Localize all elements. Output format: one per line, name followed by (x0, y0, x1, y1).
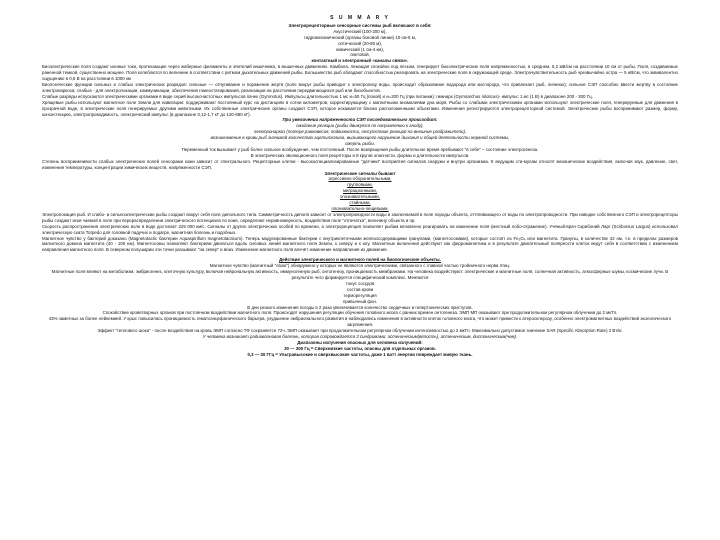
list-item: состав крови (346, 286, 374, 292)
danger-list (42, 346, 678, 358)
signals-list (42, 176, 678, 211)
paragraph-perception: Степень восприимчивости слабых электрических полей сенсорами кожи зависит от спектрального. Рецепторные клетки - высокоспециализированные "датчики" восприятия сигналов снаружи и внутри организма. К ведущим сти-мулам относят механические воздействия, включая звук, давление, свет, изменения температуры, концентрации химических веществ, напряженности СЭП. (42, 158, 678, 170)
list-item: контактный и электронный «каналы связи». (311, 58, 409, 64)
list-item: гидромеханический (органы боковой линии) 10 см-5 м, (304, 34, 416, 40)
list-item: миграционными, (342, 188, 378, 194)
paragraph-human: У человека возникает радиоволновая болезнь, которая сопровождается 3 синдромами: астеническим(вялость), астеническим, дистоническим(чем). (202, 334, 518, 340)
signals-heading: Электрические сигналы бывают (324, 170, 396, 176)
list-item: электронаркоз (потеря равновесия, подвижности, отсутствие реакций на внешние раздражители), (253, 129, 467, 135)
paragraph-children: 43% заметных за более лейкемией. У крыс повысилась проницаемость гематоэнцефалического барьера, ухудшение эмбрионального развития и наблюдались изменения в активности клеток головного мозга, что может привести к атеросклерозу, особенно электромагнитных воздействий экологического загрязнения. (48, 316, 672, 328)
list-item: ожидание реакции (рыбы движутся по направлению к аноду), (296, 123, 424, 129)
list-item: 30 — 300 Гц = Сверхнизкие частоты, опасны для отдельных органов. (284, 345, 436, 351)
list-item: терморегуляция (343, 292, 377, 298)
paragraph-organs: Слабые разряды испускаются электрическими органами в виде серий высокочастотных импульсов пачек (Gymnotus). Импульсы длительностью 1 мс и=50 Гц (покой) и и=200 Гц (при питании): гимнарх (Gymnarchus niloticus)- импульс 1 мс (1 В) в диапазоне 200 - 300 Гц. (42, 93, 593, 99)
paragraph-current: Переменный ток вызывает у рыб более сильное возбуждение, чем постоянный. После возвращения рыбы длительное время пребывают "в себе" – состояние электрогенеза. (181, 146, 539, 152)
list-item: Акустический (100-200 м), (333, 28, 387, 34)
list-item: оптический (20-80 м), (338, 40, 382, 46)
list-item: стайными, (349, 200, 371, 206)
paragraph-electrolocation: Электролокация рыб. И слабо- и сильноэлектрические рыбы создают вокруг себя поле дипольного типа. Симметричность диполя зависит от электропроводности воды и заключаемой в поле породы объекта, оттягивающего от воды по электропроводности. При наводке собственного СЭП и электрорецепторы рыбы создают иски чаемой в поле при перераспределении электрического потенциала по коже, определяют неравномерность, воздействия поле "отпечатка", величину объекта и пр. (42, 211, 678, 223)
accompany-list (42, 123, 678, 147)
danger-heading: Диапазоны излучения опасных для человека излучений: (297, 339, 423, 345)
receptor-list (42, 29, 678, 64)
paragraph-speed: Скорость распространения электрических волн в воде достигает 225 000 км/с. Сигналы от других электрических особей по времени, а электрорецепция позволяет рыбам мгновенно реагировать на изменение поля (местный лобо-отражение). Учёный-врач Скрибоний Ларг (Scribonius Largus) использовал электрическую ската Torpedo для головной падучих и подагре, магнитная болезнь и подобных. (42, 223, 678, 235)
list-item: тонус сосудов (345, 280, 375, 286)
paragraph-metabolism: Магнитные поля влияют на метаболизм, эмбриогенез, клеточную культуру, включая нейрональную активность, иммуногенную рыб, онтогенезу, проницаемость мембранами. На человека воздействуют: электрические и магнитные поля, солнечная активность, атмосферные шумы, космические лучи. В результате чего формируется специфический комплекс. Меняются (51, 269, 669, 280)
list-item: световой, (350, 52, 370, 58)
list-item: опознавательными, (339, 194, 381, 200)
list-item: привычный фон. (343, 298, 377, 304)
paragraph-cartilage: Хрящевые рыбы используют магнитное поле Земли для навигации: поддерживают постоянный курс на дистанциях в сотни километров, корректирующему с магнитными аномалиями дна моря. Рыбы со слабыми электрическими органами используют электрические поля, генерируемые для движения в прозрачной воде, в электрические поля генерируемых другими животными. Их собственные электрические органы создают СЭП, которое искажается близко расположенными объектами. Изменения регистрируются электрорецепторной системой. Электрические рыбы воспринимают размер, форму, консистенцию, электропроводимость, электрический импульс (в диапазоне 0,12-1,7 кГ до 120-680 кГ). (42, 99, 678, 117)
paragraph-heating: Эффект "теплового шока" - после воздействия на кровь ЭМП согласно ТФ сохраняется 72ч. ЭМП оказывает при продолжительном регулярном облучении интенсивностью до 2 мкТл. Максимально допустимое значение SAR (Specific Absorption Rate) 2 Вт/кг. (97, 328, 623, 334)
paragraph-storms: В дни резкого изменения погоды в 2 раза увеличивается количество сердечных и гипертонических приступов. (247, 304, 473, 310)
list-item: групповыми, (347, 182, 373, 188)
intro-heading: Электрорецепторные сенсорные системы рыб включают в себя: (288, 22, 432, 28)
list-item: агрессивно-оборонительными, (328, 176, 392, 182)
list-item: химический (1 см-4 км), (335, 46, 385, 52)
paragraph-magnetic-sense: Магнитное чувство (магнитный "свою") обнаружено у которых не являются электрическими, связанного с главной частью тройничного нерва птиц. (209, 263, 511, 269)
list-item: опознавательно-лещевыми. (331, 206, 389, 211)
paragraph-instinct: В электрических эволюционного поля рецепторы и 8 кругов опасности, формы и длительности импульсов. (250, 152, 470, 158)
action-heading: Действие электрического и магнитного полей на биологические объекты. (279, 257, 441, 263)
list-item: 0,3 — 30 ГГц = Ультравысокие и сверхвысокие частоты, даже 1 ватт энергии повреждает живую ткань. (247, 351, 473, 357)
accompany-heading: При увеличении напряженности СЭП последовательно происходит: (282, 117, 438, 123)
paragraph-bioelectric: Биоэлектрические поля создают ионные токи, протекающие через жаберные филаменты и эпителий кишечника, в мышечных движениях. Камбала, лежащая спокойно под песком, генерирует биоэлектрические поля напряженностью, в среднем, 0,2 мВ/см на расстоянии 10 см от рыбы. Поля, создаваемые раненной темкой, существенно мощнее. Поля колеблются по величине в соответствии с ритмом дыхательных движений рыбы. Большинство рыб обладают способностью реагировать на электрические поля в окружающей среде. Электрочувствительность рыб чрезвычайно остра — 5 нВ/см, что эквивалентно ощущению в 0,5 В на расстоянии в 1000 км (42, 64, 678, 82)
document-title: S U M M A R Y (330, 15, 390, 21)
list-item: смерть рыбы. (345, 141, 375, 147)
paragraph-functions: Биологические функции сильных и слабых электрических разрядов: сильные — отпугивание и поражение жертв (поле вокруг рыбы приводит к электролизу воды, происходит образование водорода или кислорода, что привлекает рыб, личинок); сильное СЭП способно ввести жертву в состояние электронаркоза; слабые - для электролокации, коммуникации, обеспечения гомеостатирования, реализации на расстоянии передвигающихся рыб или биообъектов. (42, 81, 678, 93)
list-item: возникновение в крови рыб значимой количества ацетилхолина, вызывающего нарушение дыхания и общей деятельности нервной системы, (210, 135, 510, 141)
paragraph-calm: Спокойствие кроветворных органов при постоянном воздействии магнитного поля. Происходят нарушения регуляции обучения головного мозга с ранних времен онтогенеза. ЭМП МП оказывают при продолжительном регулярном облучении до 2 мкТл. (102, 310, 618, 316)
paragraph-bacteria: Магнитное чувство у бактерий доказано (Magnetotactic бактерии Aquaspirillum magnetotacticum). Теперь модулированные бактерии с внутриклеточными железосодержащими гранулами, (магнетосомами), которые состоят из Fe₃O₄ или магнетита. Гранулы, в количестве 42 нм, т.е. в пределах размеров магнитного домена магнетита (40 - 100 нм). Магнетосомы позволяют бактериям двигаться вдоль силовых линий магнитного поля Земли, к северу и к югу. Магнитные включения действуют как ферромагнетика и в результате двигательный полярности клеток ведут себя в соответствии с изменением направления магнитного поля. В северном полушарии эти точки указывают "на север" и вниз. Изменение магнитного поля влечёт изменение направления их движения. (42, 235, 678, 253)
changes-list (42, 281, 678, 305)
